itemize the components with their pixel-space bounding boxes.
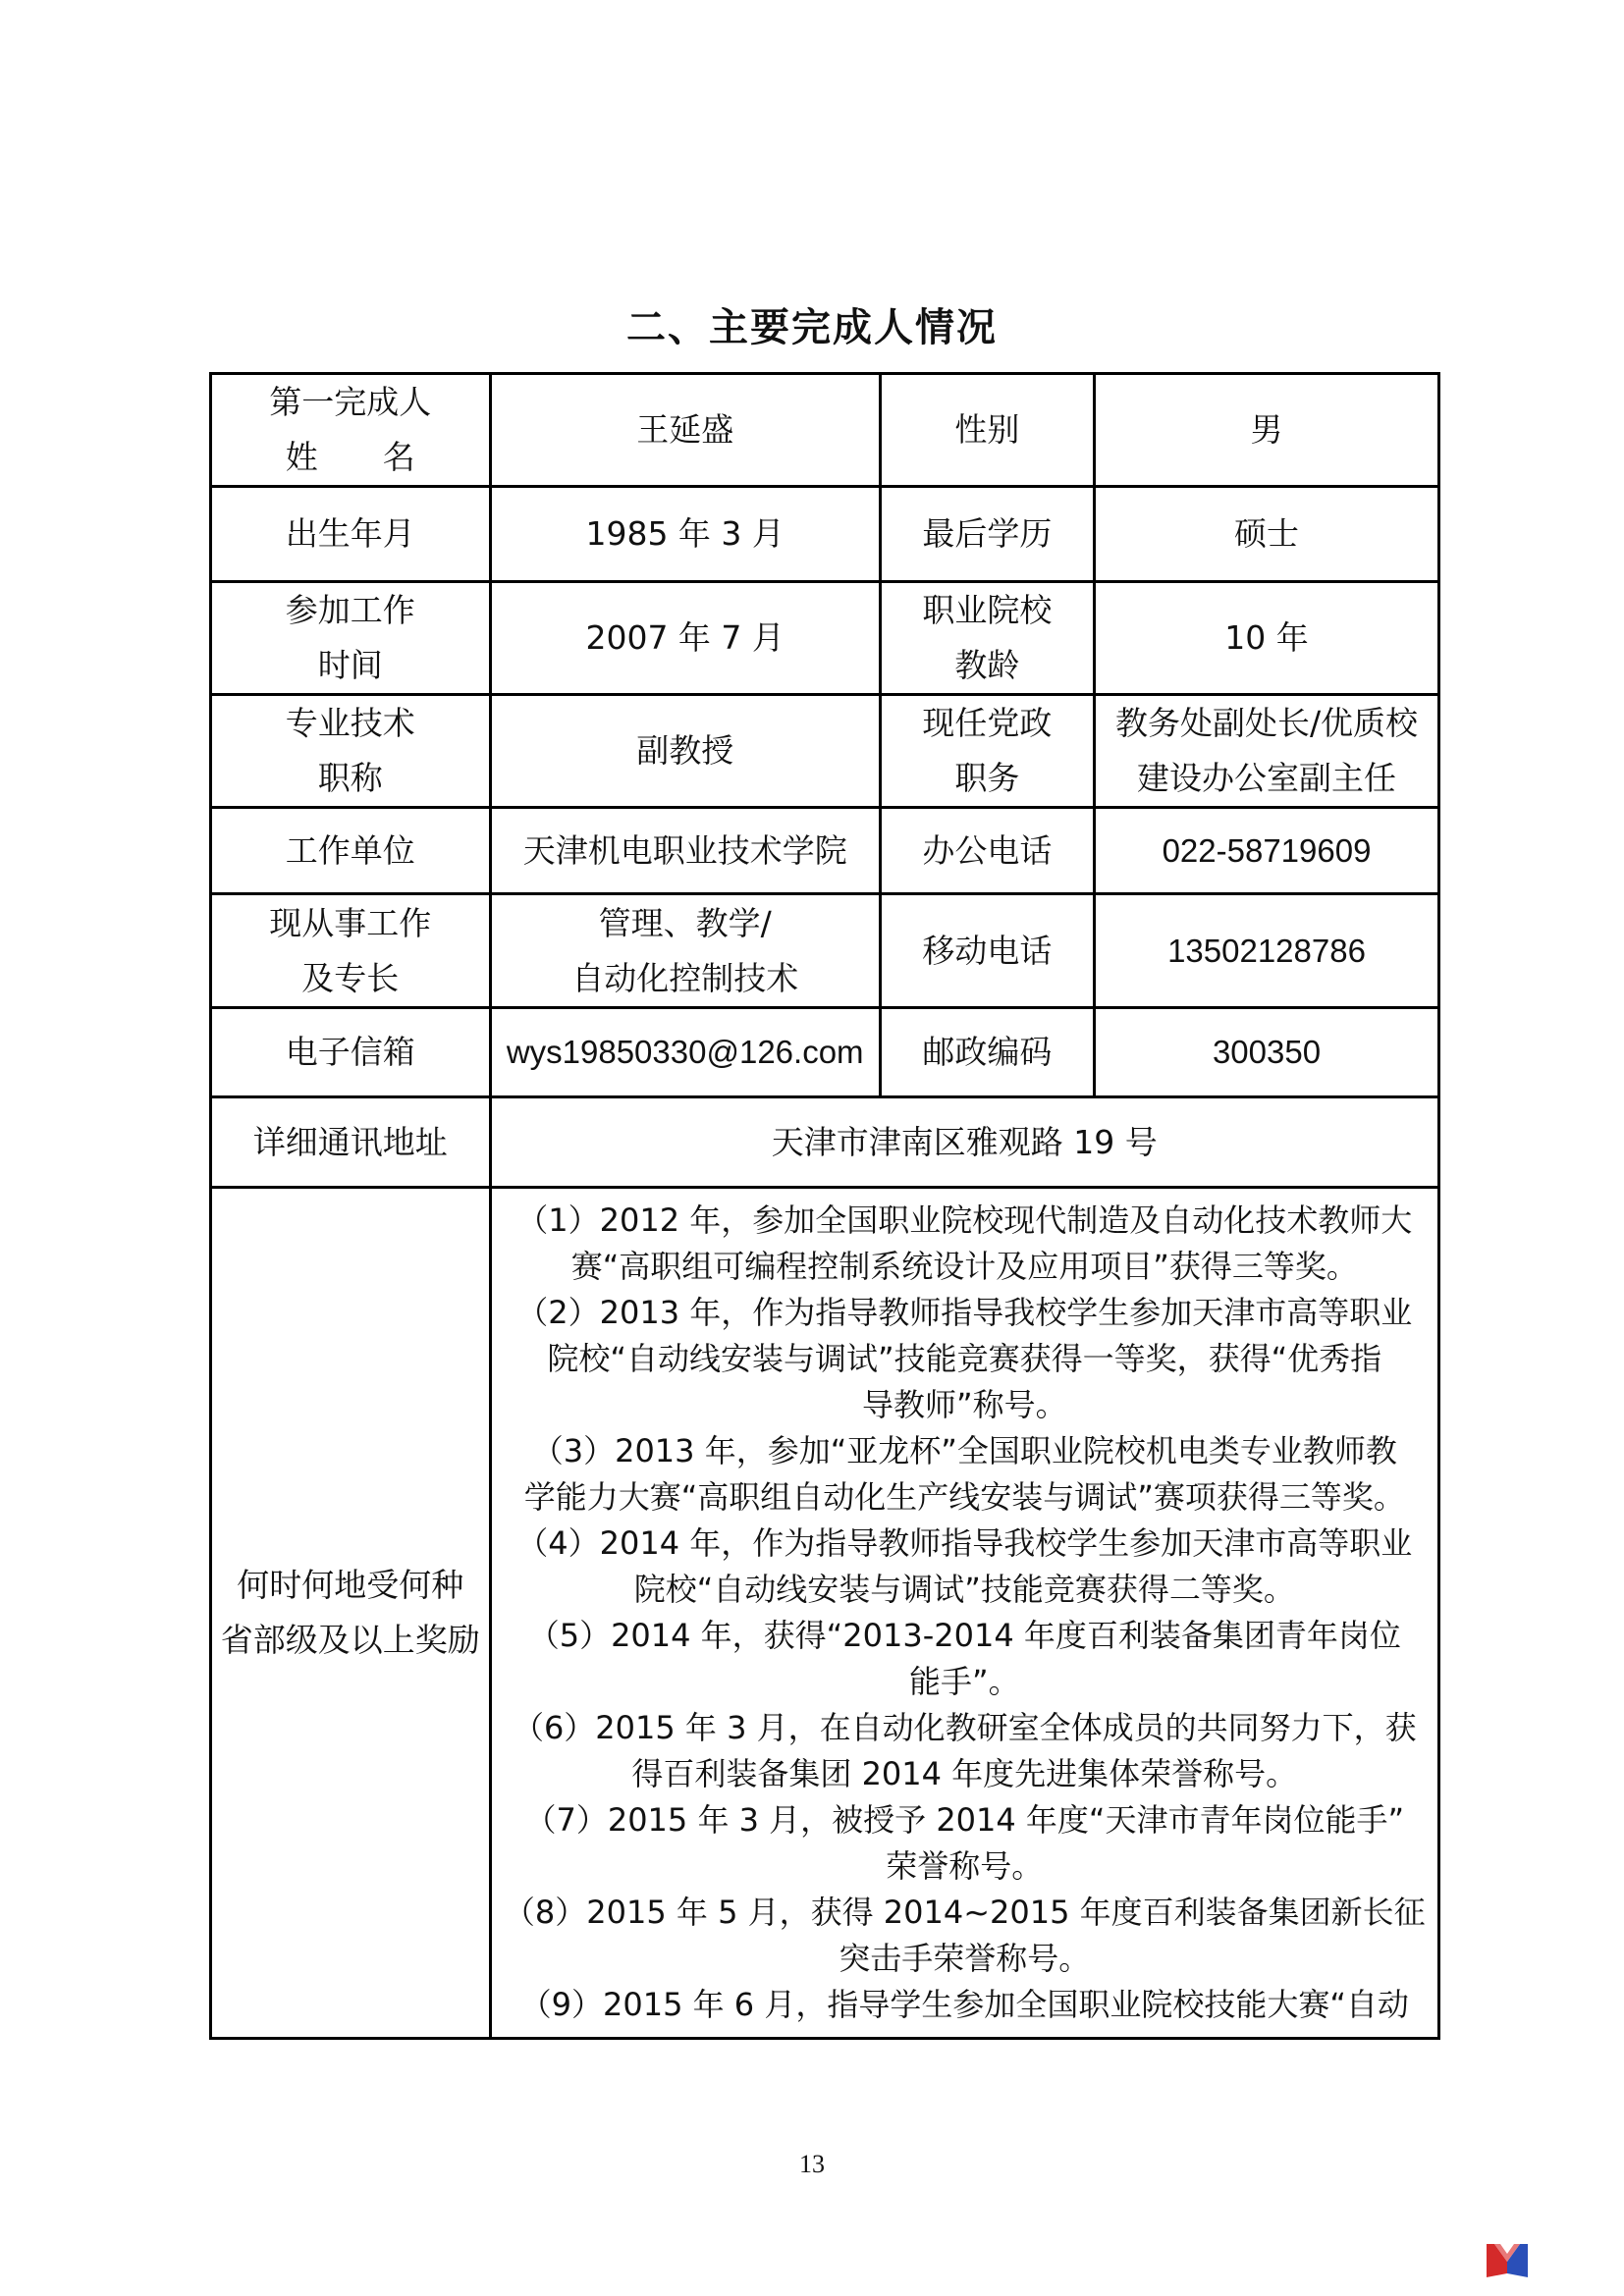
post-label-line1: 现任党政	[922, 704, 1053, 742]
work-value	[490, 894, 880, 1008]
table-row	[211, 808, 1439, 894]
teaching-label-line2: 教龄	[954, 646, 1020, 684]
address-label: 详细通讯地址	[211, 1097, 491, 1188]
work-start-label	[211, 582, 491, 695]
awards-line: 赛“高职组可编程控制系统设计及应用项目”获得三等奖。	[570, 1248, 1358, 1285]
postcode-label: 邮政编码	[880, 1008, 1094, 1097]
awards-line: （5）2014 年，获得“2013-2014 年度百利装备集团青年岗位	[527, 1617, 1401, 1654]
table-row	[211, 374, 1439, 487]
email-value: wys19850330@126.com	[490, 1008, 880, 1097]
awards-line: （4）2014 年，作为指导教师指导我校学生参加天津市高等职业	[516, 1524, 1413, 1562]
work-value-line1: 管理、教学/	[598, 903, 772, 942]
office-phone-value: 022-58719609	[1095, 808, 1439, 894]
awards-line: （9）2015 年 6 月，指导学生参加全国职业院校技能大赛“自动	[519, 1986, 1409, 2023]
awards-label-line1: 何时何地受何种	[237, 1566, 464, 1604]
name-label-char2: 名	[382, 438, 415, 476]
m-logo-icon	[1485, 2240, 1530, 2279]
education-label: 最后学历	[880, 487, 1094, 582]
post-value-line1: 教务处副处长/优质校	[1114, 704, 1419, 742]
teaching-years-value: 10 年	[1095, 582, 1439, 695]
person-info-table	[209, 372, 1440, 2040]
page-number: 13	[799, 2150, 825, 2178]
name-label-char1: 姓	[285, 438, 318, 476]
mobile-value: 13502128786	[1095, 894, 1439, 1008]
awards-line: 导教师”称号。	[861, 1386, 1067, 1423]
awards-line: 得百利装备集团 2014 年度先进集体荣誉称号。	[631, 1755, 1298, 1792]
mobile-label: 移动电话	[880, 894, 1094, 1008]
table-row	[211, 894, 1439, 1008]
awards-line: 院校“自动线安装与调试”技能竞赛获得二等奖。	[633, 1571, 1295, 1608]
title-label	[211, 695, 491, 808]
gender-label: 性别	[880, 374, 1094, 487]
title-label-line1: 专业技术	[285, 704, 415, 742]
page-title: 二、主要完成人情况	[626, 305, 998, 350]
birth-label: 出生年月	[211, 487, 491, 582]
awards-line: 荣誉称号。	[886, 1847, 1044, 1885]
awards-label	[211, 1188, 491, 2039]
name-label-cell	[211, 374, 491, 487]
awards-line: （7）2015 年 3 月，被授予 2014 年度“天津市青年岗位能手”	[524, 1801, 1405, 1839]
awards-label-line2: 省部级及以上奖励	[220, 1621, 480, 1659]
awards-line: （6）2015 年 3 月，在自动化教研室全体成员的共同努力下，获	[512, 1709, 1417, 1746]
name-label-line2	[218, 430, 483, 485]
awards-line: 能手”。	[908, 1663, 1020, 1700]
post-label	[880, 695, 1094, 808]
table-row	[211, 1188, 1439, 2039]
address-value: 天津市津南区雅观路 19 号	[490, 1097, 1438, 1188]
post-value	[1095, 695, 1439, 808]
gender-value: 男	[1095, 374, 1439, 487]
awards-line: 突击手荣誉称号。	[839, 1940, 1091, 1977]
work-value-line2: 自动化控制技术	[571, 958, 799, 997]
work-start-label-line1: 参加工作	[285, 591, 415, 629]
work-label-line1: 现从事工作	[269, 903, 432, 942]
table-row	[211, 487, 1439, 582]
name-value: 王延盛	[490, 374, 880, 487]
title-label-line2: 职称	[317, 759, 383, 797]
awards-line: （3）2013 年，参加“亚龙杯”全国职业院校机电类专业教师教	[531, 1432, 1397, 1469]
table-row	[211, 1008, 1439, 1097]
unit-label: 工作单位	[211, 808, 491, 894]
email-label: 电子信箱	[211, 1008, 491, 1097]
work-label	[211, 894, 491, 1008]
unit-value: 天津机电职业技术学院	[490, 808, 880, 894]
post-value-line2: 建设办公室副主任	[1137, 759, 1396, 797]
awards-line: （8）2015 年 5 月，获得 2014~2015 年度百利装备集团新长征	[503, 1894, 1426, 1931]
awards-list	[490, 1188, 1438, 2039]
education-value: 硕士	[1095, 487, 1439, 582]
table-row	[211, 582, 1439, 695]
birth-value: 1985 年 3 月	[490, 487, 880, 582]
name-label-line1: 第一完成人	[269, 383, 432, 421]
office-phone-label: 办公电话	[880, 808, 1094, 894]
awards-line: 学能力大赛“高职组自动化生产线安装与调试”赛项获得三等奖。	[523, 1478, 1405, 1516]
awards-line: （2）2013 年，作为指导教师指导我校学生参加天津市高等职业	[516, 1294, 1413, 1331]
work-start-value: 2007 年 7 月	[490, 582, 880, 695]
awards-line: 院校“自动线安装与调试”技能竞赛获得一等奖，获得“优秀指	[547, 1340, 1382, 1377]
awards-line: （1）2012 年，参加全国职业院校现代制造及自动化技术教师大	[516, 1201, 1413, 1239]
teaching-label-line1: 职业院校	[922, 591, 1053, 629]
title-value: 副教授	[490, 695, 880, 808]
work-label-line2: 及专长	[301, 958, 400, 997]
work-start-label-line2: 时间	[317, 646, 383, 684]
table-row	[211, 695, 1439, 808]
post-label-line2: 职务	[954, 759, 1020, 797]
table-row	[211, 1097, 1439, 1188]
teaching-years-label	[880, 582, 1094, 695]
postcode-value: 300350	[1095, 1008, 1439, 1097]
